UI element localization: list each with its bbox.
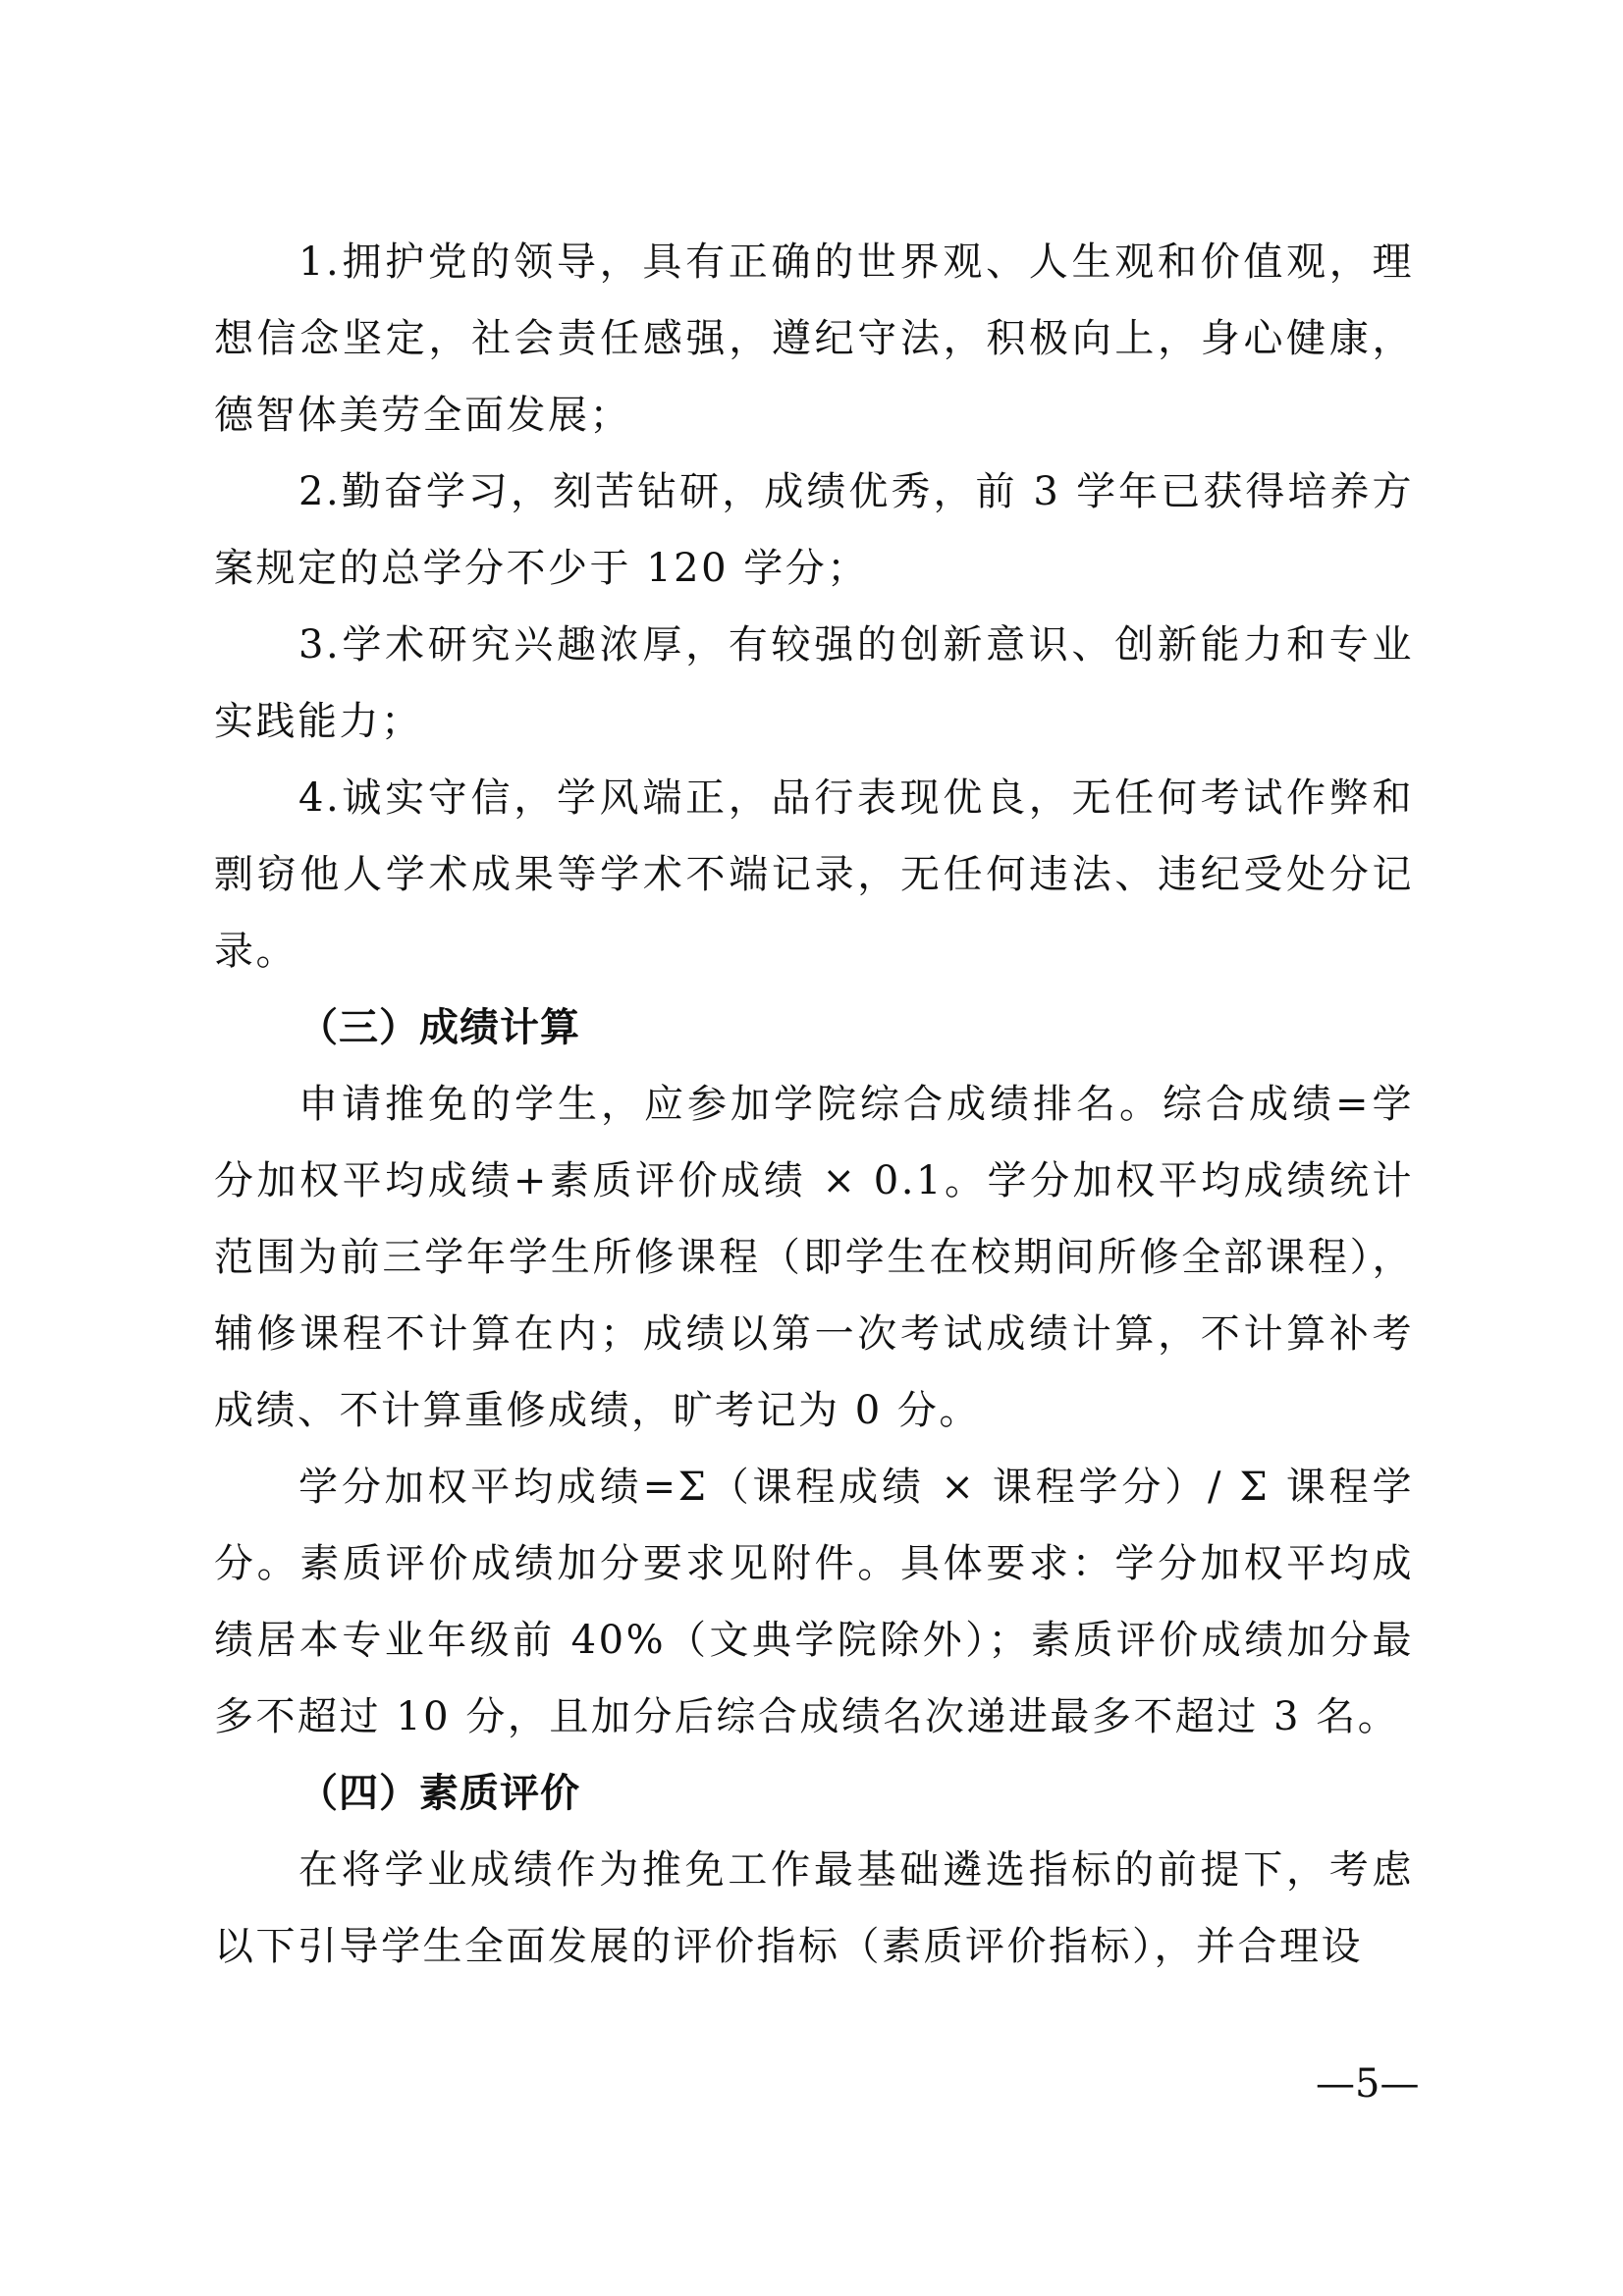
page-number: —5— — [1316, 2061, 1420, 2107]
quality-evaluation-paragraph-1: 在将学业成绩作为推免工作最基础遴选指标的前提下，考虑以下引导学生全面发展的评价指标（素质评价指标），并合理设 — [214, 1847, 1414, 1969]
document-body — [214, 224, 1414, 1985]
score-calculation-paragraph-2: 学分加权平均成绩=Σ（课程成绩 × 课程学分）/ Σ 课程学分。素质评价成绩加分要求见附件。具体要求：学分加权平均成绩居本专业年级前 40%（文典学院除外）；素质评价成绩加分最多不超过 10 分，且加分后综合成绩名次递进最多不超过 3 名。 — [214, 1465, 1414, 1739]
score-calculation-paragraph-1: 申请推免的学生，应参加学院综合成绩排名。综合成绩=学分加权平均成绩+素质评价成绩 × 0.1。学分加权平均成绩统计范围为前三学年学生所修课程（即学生在校期间所修全部课程），辅修课程不计算在内；成绩以第一次考试成绩计算，不计算补考成绩、不计算重修成绩，旷考记为 0 分。 — [214, 1082, 1414, 1433]
section-heading-quality-evaluation: （四）素质评价 — [298, 1771, 580, 1816]
requirement-item-1: 1.拥护党的领导，具有正确的世界观、人生观和价值观，理想信念坚定，社会责任感强，遵纪守法，积极向上，身心健康，德智体美劳全面发展； — [214, 240, 1414, 438]
requirement-item-3: 3.学术研究兴趣浓厚，有较强的创新意识、创新能力和专业实践能力； — [214, 622, 1414, 744]
section-heading-score-calculation: （三）成绩计算 — [298, 1005, 580, 1050]
requirement-item-2: 2.勤奋学习，刻苦钻研，成绩优秀，前 3 学年已获得培养方案规定的总学分不少于 120 学分； — [214, 469, 1414, 591]
requirement-item-4: 4.诚实守信，学风端正，品行表现优良，无任何考试作弊和剽窃他人学术成果等学术不端记录，无任何违法、违纪受处分记录。 — [214, 775, 1414, 974]
